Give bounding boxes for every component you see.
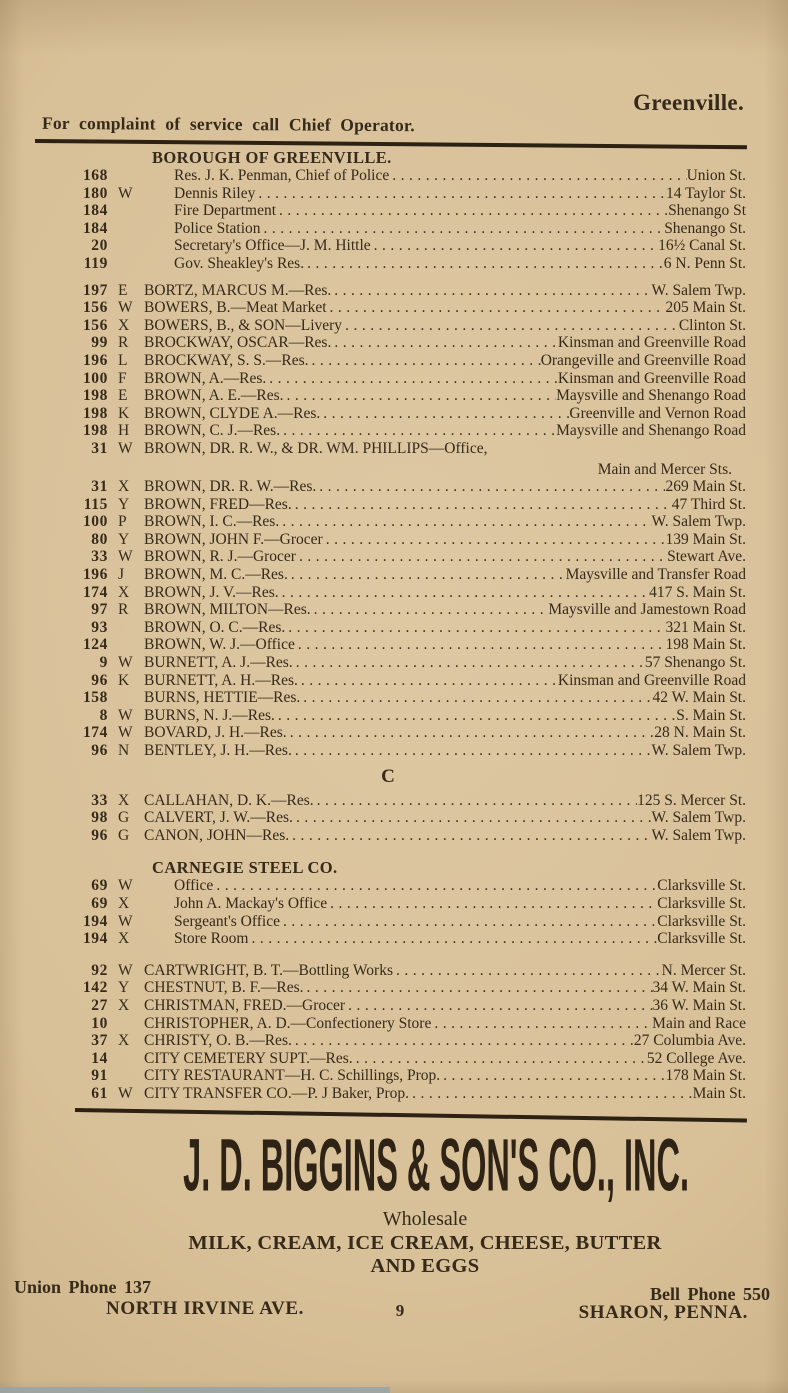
entry-name: BROWN, MILTON—Res. xyxy=(144,601,311,619)
entry-name: CITY TRANSFER CO.—P. J Baker, Prop. xyxy=(144,1084,410,1102)
entry-address: 34 W. Main St. xyxy=(652,979,746,997)
directory-row xyxy=(30,1032,746,1050)
entry-number: 174 xyxy=(82,583,108,601)
directory-row xyxy=(30,707,746,725)
directory-row xyxy=(30,827,746,845)
complaint-notice: For complaint of service call Chief Operator. xyxy=(41,112,415,136)
entry-number: 14 xyxy=(91,1049,108,1067)
party-line-code: R xyxy=(118,334,129,352)
entry-name: Res. J. K. Penman, Chief of Police xyxy=(174,167,390,184)
entry-number: 174 xyxy=(82,724,108,742)
entry-number: 31 xyxy=(91,439,108,457)
leader-dots xyxy=(298,672,558,690)
entry-address: Maysville and Shenango Road xyxy=(556,387,746,405)
entry-address: 27 Columbia Ave. xyxy=(633,1032,746,1050)
entry-number: 31 xyxy=(91,478,108,496)
party-line-code: X xyxy=(118,930,130,948)
directory-row xyxy=(30,809,746,827)
entry-number: 27 xyxy=(91,996,108,1014)
entry-name: BROWN, O. C.—Res. xyxy=(144,618,286,636)
directory-row xyxy=(30,202,746,220)
party-line-code: W xyxy=(118,299,133,317)
entry-address: 139 Main St. xyxy=(665,530,746,548)
party-line-code: W xyxy=(118,1084,133,1102)
leader-dots xyxy=(280,422,556,440)
entry-name: BROWN, A.—Res. xyxy=(144,369,267,387)
entry-address: Clarksville St. xyxy=(657,894,746,912)
entry-address: Clarksville St. xyxy=(657,912,746,930)
directory-row xyxy=(30,478,746,496)
leader-dots xyxy=(293,654,645,672)
entry-address: Kinsman and Greenville Road xyxy=(557,334,746,352)
entry-address: Clarksville St. xyxy=(657,877,746,895)
entry-address: 198 Main St. xyxy=(665,636,746,654)
leader-dots xyxy=(249,930,658,948)
directory-listing xyxy=(30,148,746,1103)
entry-number: 184 xyxy=(82,202,108,220)
party-line-code: J xyxy=(118,566,125,584)
party-line-code: X xyxy=(118,996,130,1014)
entry-address: W. Salem Twp. xyxy=(651,513,746,531)
party-line-code: G xyxy=(118,826,130,844)
leader-dots xyxy=(279,584,649,602)
leader-dots xyxy=(309,352,541,370)
scan-edge-artifact xyxy=(0,1387,390,1393)
entry-number: 156 xyxy=(82,299,108,317)
party-line-code: X xyxy=(118,791,130,809)
entry-address: Maysville and Transfer Road xyxy=(565,566,746,584)
directory-row xyxy=(30,185,746,203)
entry-address: 417 S. Main St. xyxy=(649,583,746,601)
entry-address: 14 Taylor St. xyxy=(665,184,746,202)
entry-name: BURNETT, A. J.—Res. xyxy=(144,654,293,672)
entry-address: Clinton St. xyxy=(678,316,746,334)
entry-number: 8 xyxy=(99,706,108,724)
entry-name: CARTWRIGHT, B. T.—Bottling Works xyxy=(144,961,393,979)
party-line-code: X xyxy=(118,894,130,912)
party-line-code: W xyxy=(118,654,133,672)
party-line-code: E xyxy=(118,387,128,405)
entry-number: 197 xyxy=(82,281,108,299)
directory-row xyxy=(30,619,746,637)
directory-row xyxy=(30,334,746,352)
entry-name: CALVERT, J. W.—Res. xyxy=(144,809,293,827)
entry-name: Gov. Sheakley's Res. xyxy=(174,254,305,272)
entry-name: BROWN, W. J.—Office xyxy=(144,636,295,654)
address-continuation: Main and Mercer Sts. xyxy=(597,460,732,478)
directory-row xyxy=(30,422,746,440)
directory-row xyxy=(30,792,746,810)
leader-dots xyxy=(293,809,652,827)
entry-name: BROWN, JOHN F.—Grocer xyxy=(144,530,323,548)
entry-number: 33 xyxy=(91,548,108,566)
page-number: 9 xyxy=(395,1301,405,1320)
entry-address: 36 W. Main St. xyxy=(652,996,746,1014)
entry-address: W. Salem Twp. xyxy=(651,809,746,827)
entry-address: Clarksville St. xyxy=(657,930,746,948)
entry-name: BROWN, J. V.—Res. xyxy=(144,583,279,601)
leader-dots xyxy=(285,619,665,637)
directory-row xyxy=(30,962,746,980)
directory-row xyxy=(30,531,746,549)
entry-name: BOVARD, J. H.—Res. xyxy=(144,724,287,742)
directory-row xyxy=(30,654,746,672)
entry-name: CHRISTOPHER, A. D.—Confectionery Store xyxy=(144,1014,432,1032)
entry-number: 96 xyxy=(91,742,108,759)
leader-dots xyxy=(255,185,666,203)
entry-number: 69 xyxy=(91,894,108,912)
entry-name: BENTLEY, J. H.—Res. xyxy=(144,742,292,759)
entry-address: Main and Race xyxy=(652,1014,746,1032)
entry-address: 321 Main St. xyxy=(665,618,746,636)
leader-dots xyxy=(311,601,549,619)
directory-row xyxy=(30,601,746,619)
leader-dots xyxy=(213,877,657,895)
entry-name: BOWERS, B.—Meat Market xyxy=(144,299,327,317)
entry-number: 184 xyxy=(82,219,108,237)
directory-group xyxy=(30,461,746,760)
directory-row xyxy=(30,895,746,913)
entry-address: Shenango St xyxy=(668,202,746,220)
entry-address: 47 Third St. xyxy=(671,495,746,513)
leader-dots xyxy=(292,1032,634,1050)
entry-name: John A. Mackay's Office xyxy=(174,894,328,912)
leader-dots xyxy=(289,827,651,845)
entry-address: 52 College Ave. xyxy=(646,1049,746,1067)
party-line-code: X xyxy=(118,1032,130,1050)
entry-address: 205 Main St. xyxy=(665,299,746,317)
entry-name: Office xyxy=(174,877,214,895)
entry-number: 158 xyxy=(82,689,108,707)
entry-number: 100 xyxy=(82,513,108,531)
entry-address: 178 Main St. xyxy=(665,1067,746,1085)
directory-row xyxy=(30,636,746,654)
party-line-code: W xyxy=(118,724,133,742)
directory-row xyxy=(30,513,746,531)
entry-name: BROWN, R. J.—Grocer xyxy=(144,548,296,566)
party-line-code: P xyxy=(118,513,127,531)
ad-bell-phone: Bell Phone 550 xyxy=(649,1284,770,1304)
entry-name: BROCKWAY, S. S.—Res. xyxy=(144,351,309,369)
ad-city-state: SHARON, PENNA. xyxy=(578,1302,748,1323)
entry-address: Orangeville and Greenville Road xyxy=(540,351,746,369)
entry-name: BROWN, A. E.—Res. xyxy=(144,387,284,405)
leader-dots xyxy=(327,299,666,317)
directory-row xyxy=(30,913,746,931)
entry-address: Main St. xyxy=(692,1084,746,1102)
entry-address: Kinsman and Greenville Road xyxy=(557,671,746,689)
party-line-code: W xyxy=(118,184,133,202)
entry-number: 100 xyxy=(82,369,108,387)
ad-tagline: Wholesale xyxy=(382,1208,468,1230)
directory-row xyxy=(30,1050,746,1068)
entry-number: 37 xyxy=(91,1032,108,1050)
directory-group xyxy=(30,858,746,947)
leader-dots xyxy=(389,167,686,185)
party-line-code: X xyxy=(118,316,130,334)
leader-dots xyxy=(266,370,558,388)
directory-row xyxy=(30,672,746,690)
party-line-code: E xyxy=(118,281,128,299)
leader-dots xyxy=(280,913,657,931)
entry-address: Stewart Ave. xyxy=(667,548,746,566)
entry-name: BORTZ, MARCUS M.—Res. xyxy=(144,281,332,299)
party-line-code: F xyxy=(118,369,127,387)
entry-name: BROWN, CLYDE A.—Res. xyxy=(144,404,321,422)
party-line-code: W xyxy=(118,961,133,979)
entry-address: W. Salem Twp. xyxy=(651,826,746,844)
entry-number: 33 xyxy=(91,791,108,809)
directory-row xyxy=(30,299,746,317)
entry-name: CALLAHAN, D. K.—Res. xyxy=(144,791,314,809)
entry-number: 92 xyxy=(91,961,108,979)
entry-number: 10 xyxy=(91,1014,108,1032)
entry-number: 91 xyxy=(91,1067,108,1085)
entry-number: 196 xyxy=(82,351,108,369)
entry-name: Dennis Riley xyxy=(174,184,256,202)
entry-address: 125 S. Mercer St. xyxy=(637,791,746,809)
party-line-code: W xyxy=(118,548,133,566)
directory-row xyxy=(30,317,746,335)
ad-products-line-2: AND EGGS xyxy=(370,1255,480,1277)
entry-address: W. Salem Twp. xyxy=(651,281,746,299)
leader-dots xyxy=(440,1067,665,1085)
party-line-code: N xyxy=(118,742,130,759)
entry-number: 97 xyxy=(91,601,108,619)
directory-row xyxy=(30,979,746,997)
directory-row xyxy=(30,352,746,370)
party-line-code: W xyxy=(118,706,133,724)
entry-address: 28 N. Main St. xyxy=(654,724,746,742)
entry-name: CHESTNUT, B. F.—Res. xyxy=(144,979,304,997)
directory-row xyxy=(30,1015,746,1033)
party-line-code: W xyxy=(118,439,133,457)
leader-dots xyxy=(304,255,664,273)
directory-group xyxy=(30,148,746,273)
party-line-code: W xyxy=(118,912,133,930)
entry-name: Secretary's Office—J. M. Hittle xyxy=(174,237,371,255)
entry-number: 194 xyxy=(82,912,108,930)
entry-number: 9 xyxy=(99,654,108,672)
entry-name: CANON, JOHN—Res. xyxy=(144,826,290,844)
entry-address: 6 N. Penn St. xyxy=(663,254,746,272)
entry-name: BURNS, HETTIE—Res. xyxy=(144,689,301,707)
directory-group xyxy=(30,962,746,1103)
directory-row xyxy=(30,548,746,566)
entry-name: Store Room xyxy=(174,930,249,948)
entry-number: 198 xyxy=(82,422,108,440)
entry-number: 198 xyxy=(82,404,108,422)
ad-company-wrap xyxy=(0,1122,788,1207)
ad-street-address: NORTH IRVINE AVE. xyxy=(106,1298,305,1319)
company-heading: BOROUGH OF GREENVILLE. xyxy=(152,148,392,167)
party-line-code: Y xyxy=(118,495,130,513)
entry-address: Shenango St. xyxy=(664,219,746,237)
entry-address: Maysville and Jamestown Road xyxy=(548,601,746,619)
directory-row xyxy=(30,370,746,388)
leader-dots xyxy=(431,1015,652,1033)
party-line-code: X xyxy=(118,583,130,601)
leader-dots xyxy=(295,636,666,654)
entry-number: 142 xyxy=(82,979,108,997)
entry-address: N. Mercer St. xyxy=(661,961,746,979)
directory-row xyxy=(30,255,746,273)
entry-number: 180 xyxy=(82,184,108,202)
entry-name: Police Station xyxy=(174,219,261,237)
leader-dots xyxy=(304,979,653,997)
entry-number: 96 xyxy=(91,826,108,844)
party-line-code: K xyxy=(118,404,130,422)
leader-dots xyxy=(393,962,662,980)
directory-row xyxy=(30,689,746,707)
leader-dots xyxy=(371,237,659,255)
entry-address: S. Main St. xyxy=(676,706,746,724)
leader-dots xyxy=(409,1085,693,1103)
entry-number: 20 xyxy=(91,237,108,255)
leader-dots xyxy=(353,1050,647,1068)
leader-dots xyxy=(300,689,652,707)
ad-products-line-1: MILK, CREAM, ICE CREAM, CHEESE, BUTTER xyxy=(188,1232,662,1254)
ad-union-phone: Union Phone 137 xyxy=(14,1277,152,1297)
entry-number: 99 xyxy=(91,334,108,352)
party-line-code: G xyxy=(118,809,130,827)
directory-row xyxy=(30,282,746,300)
entry-number: 80 xyxy=(91,530,108,548)
directory-row xyxy=(30,724,746,742)
leader-dots xyxy=(284,387,557,405)
entry-address: Maysville and Shenango Road xyxy=(556,422,746,440)
directory-row xyxy=(30,584,746,602)
entry-name: Sergeant's Office xyxy=(174,912,280,930)
leader-dots xyxy=(292,496,672,514)
entry-name: BOWERS, B., & SON—Livery xyxy=(144,316,343,334)
entry-name: BROWN, FRED—Res. xyxy=(144,495,292,513)
region-heading: Greenville. xyxy=(633,90,744,115)
directory-row xyxy=(30,237,746,255)
entry-name: CHRISTMAN, FRED.—Grocer xyxy=(144,996,346,1014)
entry-name: BROWN, C. J.—Res. xyxy=(144,422,281,440)
entry-number: 96 xyxy=(91,671,108,689)
letter-heading: C xyxy=(381,765,395,787)
party-line-code: Y xyxy=(118,530,130,548)
entry-number: 98 xyxy=(91,809,108,827)
party-line-code: L xyxy=(118,351,128,369)
leader-dots xyxy=(261,220,665,238)
directory-group xyxy=(30,767,746,845)
entry-name: CHRISTY, O. B.—Res. xyxy=(144,1032,292,1050)
entry-name: BROWN, I. C.—Res. xyxy=(144,513,280,531)
directory-group xyxy=(30,282,746,458)
party-line-code: W xyxy=(118,877,133,895)
entry-name: BROCKWAY, OSCAR—Res. xyxy=(144,334,332,352)
directory-row xyxy=(30,167,746,185)
party-line-code: X xyxy=(118,478,130,496)
leader-dots xyxy=(327,895,657,913)
leader-dots xyxy=(323,531,666,549)
party-line-code: R xyxy=(118,601,129,619)
directory-row xyxy=(30,220,746,238)
party-line-code: Y xyxy=(118,979,130,997)
ad-top-rule xyxy=(75,1108,747,1123)
entry-name: BROWN, M. C.—Res. xyxy=(144,566,288,584)
entry-number: 124 xyxy=(82,636,108,654)
leader-dots xyxy=(296,548,667,566)
leader-dots xyxy=(279,513,651,531)
leader-dots xyxy=(288,566,566,584)
entry-number: 196 xyxy=(82,566,108,584)
leader-dots xyxy=(316,478,665,496)
entry-number: 198 xyxy=(82,387,108,405)
directory-row xyxy=(30,405,746,423)
entry-number: 115 xyxy=(83,495,108,513)
leader-dots xyxy=(292,742,652,760)
directory-row xyxy=(30,877,746,895)
entry-name: Fire Department xyxy=(174,202,277,220)
directory-row xyxy=(30,930,746,948)
entry-name: CITY CEMETERY SUPT.—Res. xyxy=(144,1049,353,1067)
entry-address: Union St. xyxy=(686,167,746,184)
directory-row xyxy=(30,997,746,1015)
entry-address: 16½ Canal St. xyxy=(658,237,746,255)
entry-number: 69 xyxy=(91,877,108,895)
entry-number: 93 xyxy=(91,618,108,636)
party-line-code: K xyxy=(118,671,130,689)
leader-dots xyxy=(276,202,668,220)
directory-row xyxy=(30,1085,746,1103)
leader-dots xyxy=(320,405,569,423)
leader-dots xyxy=(314,792,637,810)
entry-number: 168 xyxy=(82,167,108,184)
entry-name: BURNS, N. J.—Res. xyxy=(144,706,275,724)
leader-dots xyxy=(331,334,558,352)
entry-name: BURNETT, A. H.—Res. xyxy=(144,671,298,689)
leader-dots xyxy=(345,997,652,1015)
entry-number: 156 xyxy=(82,316,108,334)
leader-dots xyxy=(331,282,651,300)
leader-dots xyxy=(342,317,679,335)
ad-company-name: J. D. BIGGINS & SON'S CO., INC. xyxy=(183,1123,689,1207)
entry-number: 119 xyxy=(83,254,108,272)
party-line-code: H xyxy=(118,422,130,440)
directory-row xyxy=(30,1067,746,1085)
entry-address: Kinsman and Greenville Road xyxy=(557,369,746,387)
entry-address: 42 W. Main St. xyxy=(652,689,746,707)
entry-name: BROWN, DR. R. W., & DR. WM. PHILLIPS—Office, xyxy=(144,439,488,457)
directory-row xyxy=(30,440,746,458)
entry-name: BROWN, DR. R. W.—Res. xyxy=(144,478,317,496)
directory-row xyxy=(30,387,746,405)
entry-number: 61 xyxy=(91,1084,108,1102)
entry-name: CITY RESTAURANT—H. C. Schillings, Prop. xyxy=(144,1067,441,1085)
company-heading: CARNEGIE STEEL CO. xyxy=(152,858,338,878)
entry-address: 57 Shenango St. xyxy=(644,654,746,672)
entry-address: 269 Main St. xyxy=(665,478,746,496)
directory-row xyxy=(30,566,746,584)
entry-address: W. Salem Twp. xyxy=(651,742,746,759)
directory-row xyxy=(30,496,746,514)
entry-address: Greenville and Vernon Road xyxy=(569,404,746,422)
leader-dots xyxy=(287,724,655,742)
directory-row xyxy=(30,742,746,760)
entry-number: 194 xyxy=(82,930,108,948)
leader-dots xyxy=(275,707,676,725)
